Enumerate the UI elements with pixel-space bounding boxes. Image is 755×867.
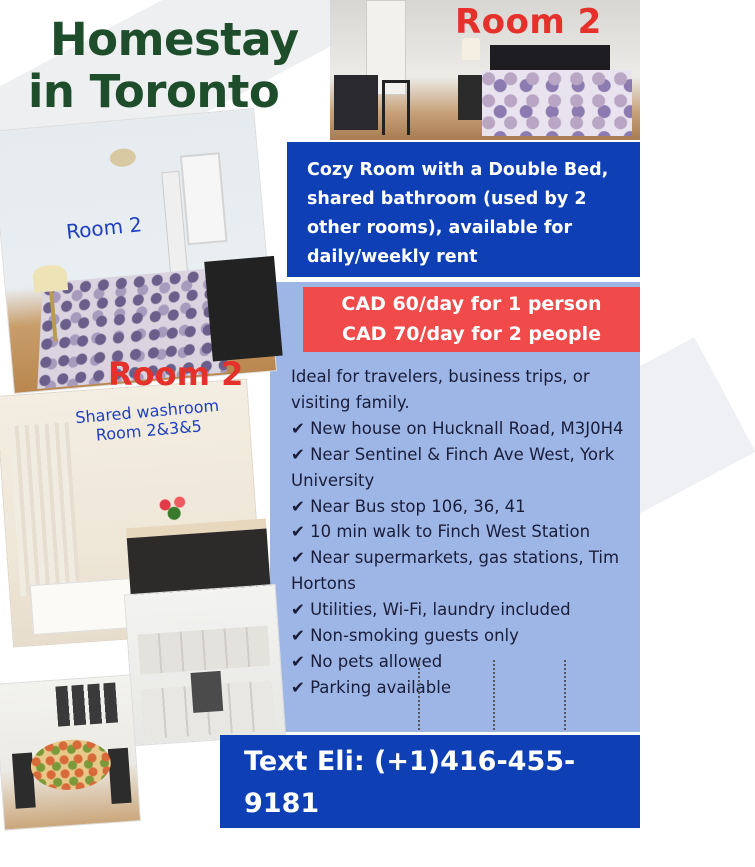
intro-text: Ideal for travelers, business trips, or visiting family. (291, 367, 590, 412)
room-description: Cozy Room with a Double Bed, shared bathroom (used by 2 other rooms), available for daily/weekly rent (287, 142, 640, 277)
room-2-photo-bedroom (0, 109, 276, 393)
tear-off-divider (564, 660, 566, 730)
price-single: CAD 60/day for 1 person (341, 293, 602, 315)
feature-item: ✔ Non-smoking guests only (291, 626, 519, 646)
room-2-label-top: Room 2 (455, 2, 602, 42)
feature-list (291, 364, 636, 701)
contact-apps: Zalo/Viber/WhatsApp (244, 830, 566, 861)
feature-item: ✔ 10 min walk to Finch West Station (291, 522, 591, 542)
contact-phone[interactable]: Text Eli: (+1)416-455-9181 (244, 746, 576, 819)
feature-item: ✔ Utilities, Wi-Fi, laundry included (291, 600, 571, 620)
feature-item: ✔ Near Bus stop 106, 36, 41 (291, 496, 526, 516)
checkmark-icon: ✔ (291, 548, 305, 568)
checkmark-icon: ✔ (291, 444, 305, 464)
title-line-1: Homestay (50, 13, 299, 66)
dining-photo (0, 675, 140, 829)
pricing-box (303, 287, 640, 352)
checkmark-icon: ✔ (291, 522, 305, 542)
room-2-label-blue: Room 2 (64, 212, 144, 244)
feature-item: ✔ Near supermarkets, gas stations, Tim Hortons (291, 548, 620, 594)
checkmark-icon: ✔ (291, 600, 305, 620)
tear-off-divider (418, 660, 420, 730)
checkmark-icon: ✔ (291, 496, 305, 516)
contact-box (220, 735, 640, 861)
feature-item: ✔ No pets allowed (291, 651, 443, 671)
title-line-2: in Toronto (28, 65, 280, 118)
page-title (28, 14, 338, 118)
checkmark-icon: ✔ (291, 626, 305, 646)
checkmark-icon: ✔ (291, 418, 305, 438)
feature-item: ✔ Near Sentinel & Finch Ave West, York University (291, 444, 615, 490)
room-2-label-red: Room 2 (108, 355, 244, 393)
kitchen-photo (125, 585, 285, 745)
price-double: CAD 70/day for 2 people (342, 323, 601, 345)
tear-off-divider (493, 660, 495, 730)
washroom-label: Shared washroom Room 2&3&5 (74, 395, 220, 445)
checkmark-icon: ✔ (291, 651, 305, 671)
feature-item: ✔ New house on Hucknall Road, M3J0H4 (291, 418, 624, 438)
feature-item: ✔ Parking available (291, 677, 451, 697)
checkmark-icon: ✔ (291, 677, 305, 697)
